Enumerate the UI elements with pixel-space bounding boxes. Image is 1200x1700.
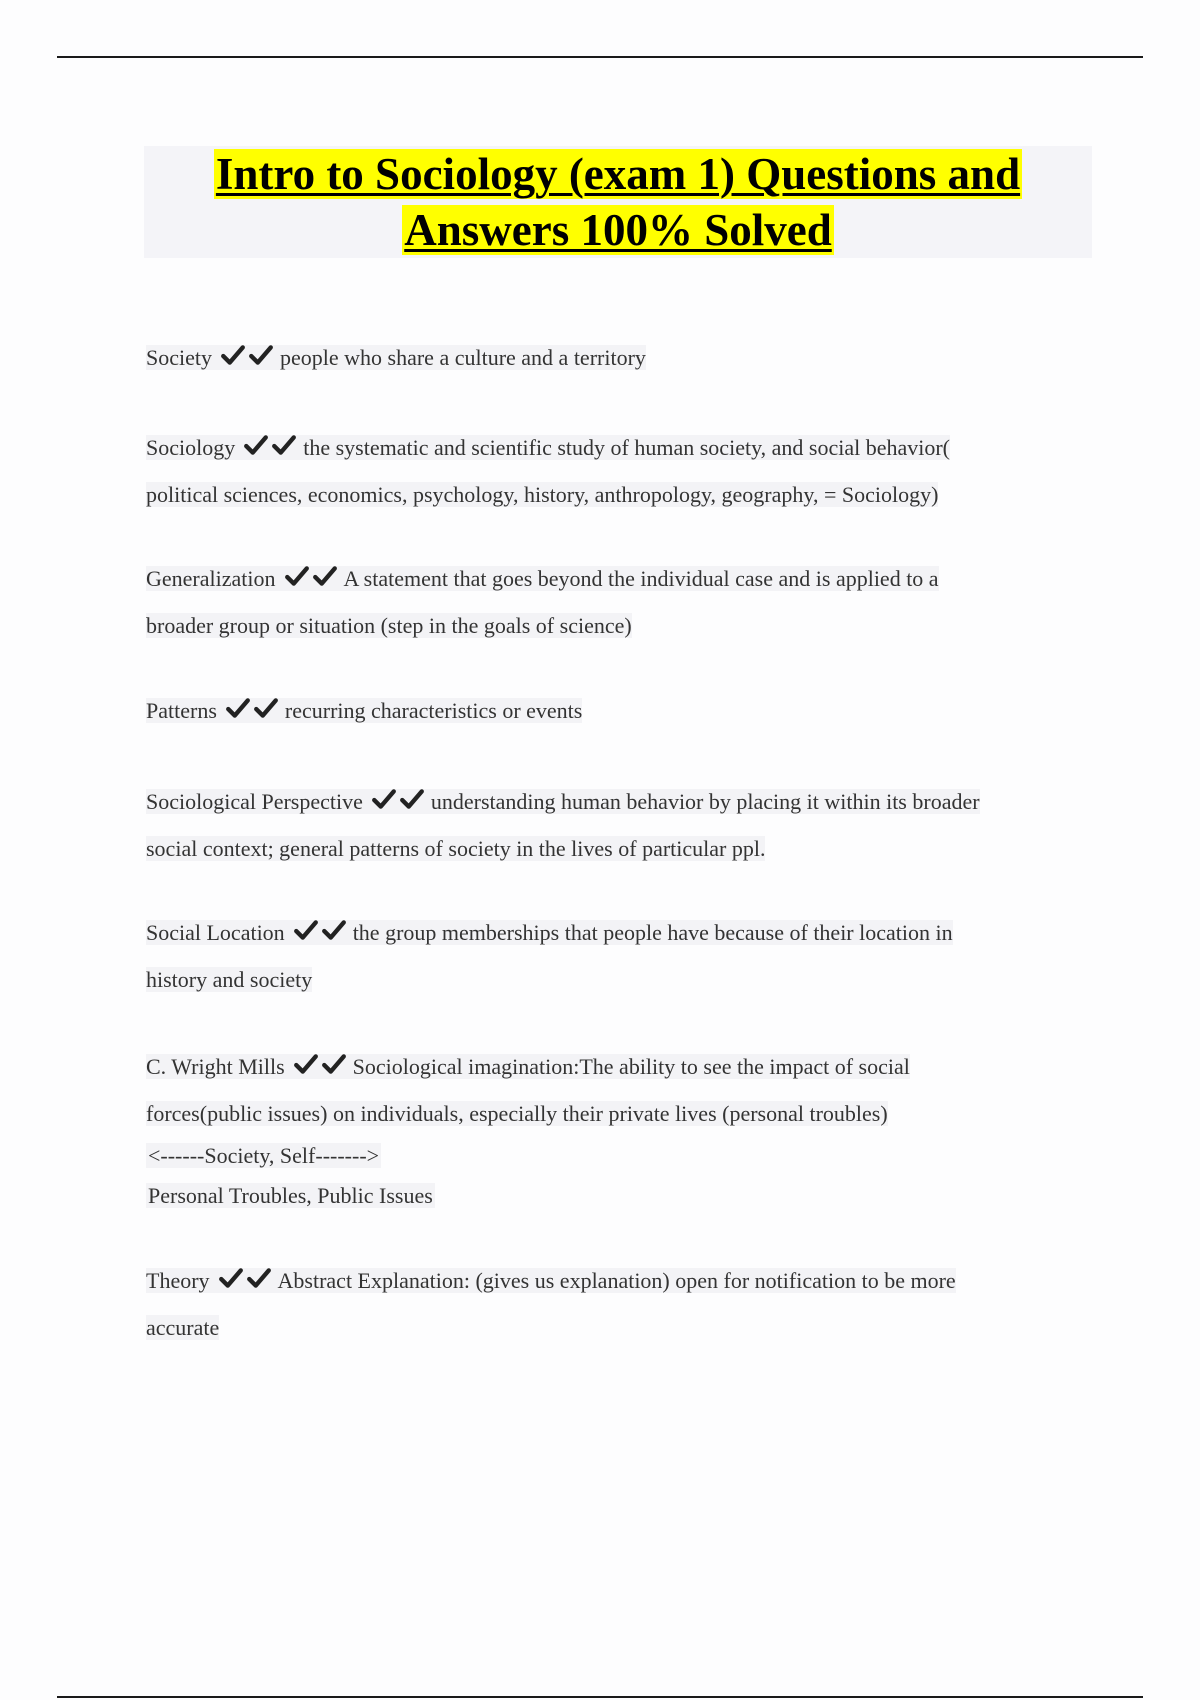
entry-sociology <box>146 426 1086 517</box>
entry-definition-cont: political sciences, economics, psychology, history, anthropology, geography, = Sociology) <box>146 482 939 507</box>
double-check-icon <box>293 1048 349 1092</box>
entry-extra-line-2: Personal Troubles, Public Issues <box>148 1183 433 1208</box>
title-line-2: Answers 100% Solved <box>404 205 832 255</box>
entry-definition: the systematic and scientific study of human society, and social behavior( <box>303 435 951 460</box>
entry-definition-cont: broader group or situation (step in the goals of science) <box>146 613 632 638</box>
entry-theory <box>146 1259 1086 1350</box>
double-check-icon <box>293 914 349 958</box>
entry-definition: the group memberships that people have because of their location in <box>352 920 953 945</box>
page-title <box>144 146 1092 258</box>
bottom-rule <box>57 1696 1143 1698</box>
entry-sociological-perspective <box>146 780 1086 871</box>
entry-definition-cont: forces(public issues) on individuals, especially their private lives (personal troubles) <box>146 1101 888 1126</box>
title-line-1: Intro to Sociology (exam 1) Questions and <box>215 149 1021 199</box>
entry-term: Theory <box>146 1268 210 1293</box>
entry-term: Sociological Perspective <box>146 789 363 814</box>
double-check-icon <box>284 560 340 604</box>
entry-term: Generalization <box>146 566 276 591</box>
entry-definition: A statement that goes beyond the individual case and is applied to a <box>343 566 939 591</box>
entry-definition-cont: accurate <box>146 1315 220 1340</box>
entry-definition: recurring characteristics or events <box>284 698 583 723</box>
entry-generalization <box>146 557 1086 648</box>
entry-society <box>146 336 1086 383</box>
entry-extra-line-1: <------Society, Self-------> <box>148 1143 380 1168</box>
entry-term: Patterns <box>146 698 217 723</box>
double-check-icon <box>218 1262 274 1306</box>
entry-social-location <box>146 911 1086 1002</box>
double-check-icon <box>243 429 299 473</box>
double-check-icon <box>220 339 276 383</box>
entry-definition: people who share a culture and a territory <box>280 345 646 370</box>
entry-patterns <box>146 689 1086 736</box>
entry-term: Social Location <box>146 920 285 945</box>
double-check-icon <box>371 783 427 827</box>
top-rule <box>57 56 1143 58</box>
entry-term: C. Wright Mills <box>146 1054 285 1079</box>
entry-definition: Abstract Explanation: (gives us explanation) open for notification to be more <box>277 1268 956 1293</box>
entry-definition: Sociological imagination:The ability to see the impact of social <box>352 1054 910 1079</box>
entry-term: Society <box>146 345 212 370</box>
double-check-icon <box>225 692 281 736</box>
entry-term: Sociology <box>146 435 236 460</box>
entry-c-wright-mills <box>146 1045 1086 1216</box>
entry-definition-cont: social context; general patterns of society in the lives of particular ppl. <box>146 836 766 861</box>
entry-definition: understanding human behavior by placing it within its broader <box>430 789 980 814</box>
entry-definition-cont: history and society <box>146 967 313 992</box>
